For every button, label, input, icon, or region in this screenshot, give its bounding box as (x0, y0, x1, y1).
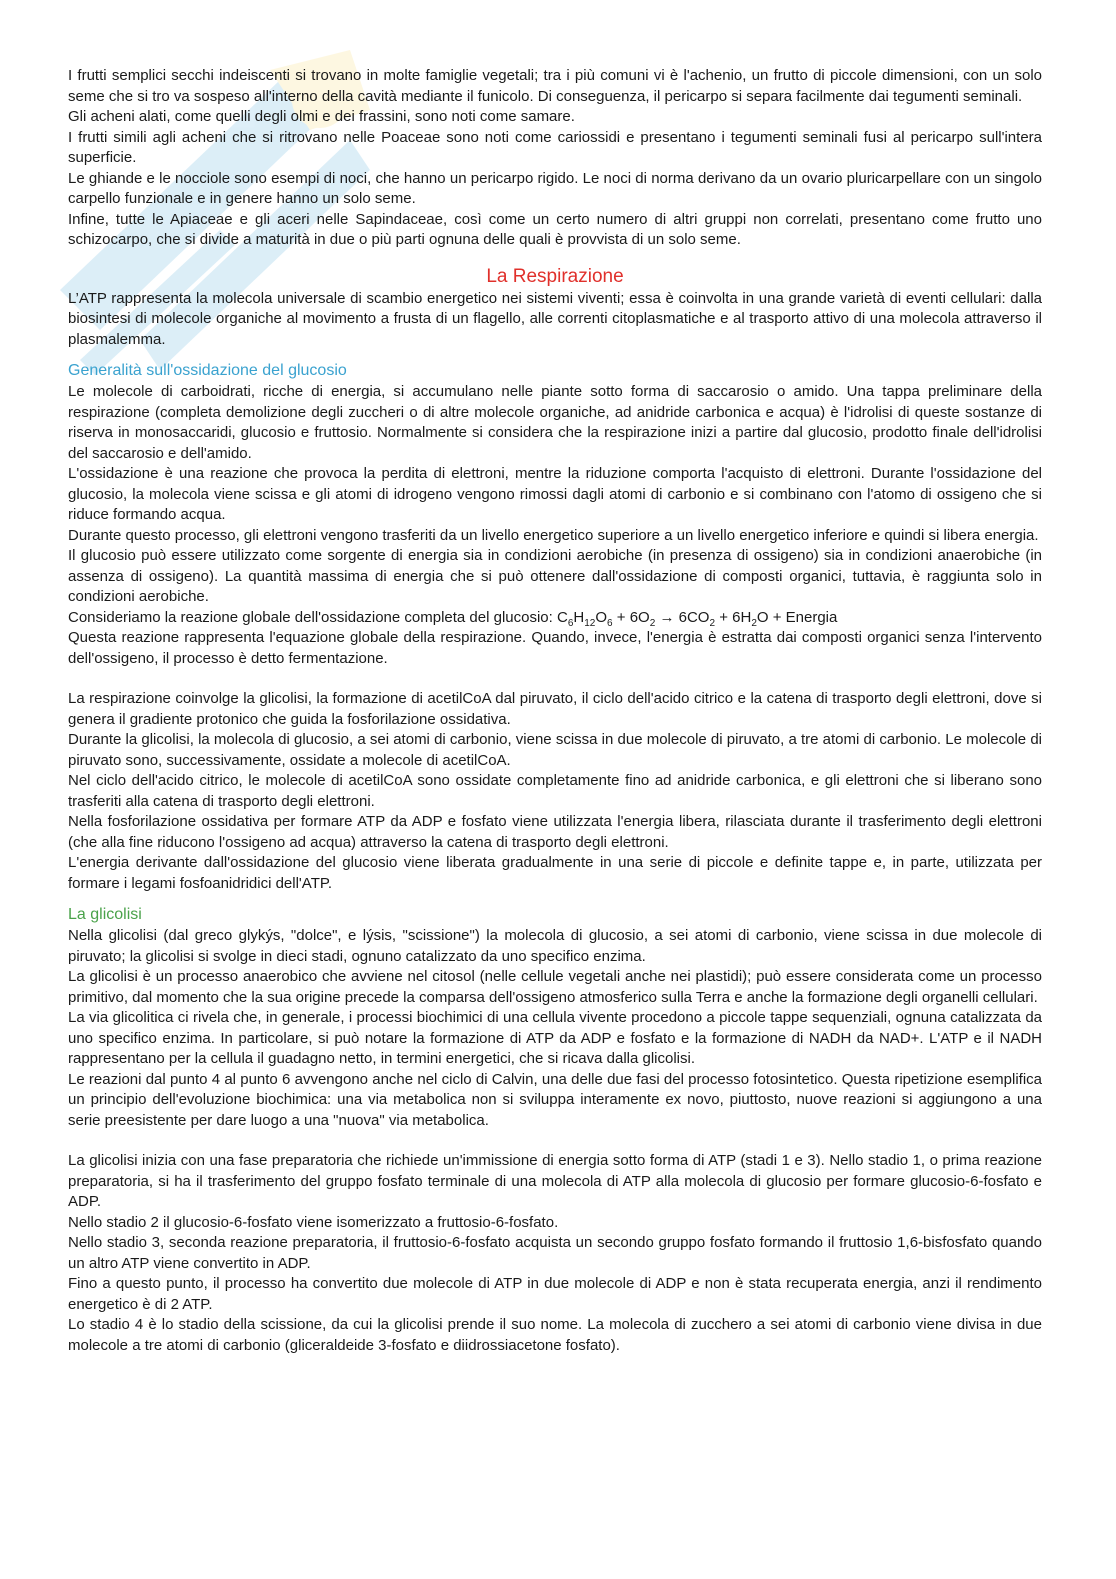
paragraph: La glicolisi è un processo anaerobico che avviene nel citosol (nelle cellule vegetali anche nei plastidi); può essere considerata come un processo primitivo, dal momento che la sua origine precede la comparsa dell'ossigeno atmosferico sulla Terra e anche la formazione degli organelli cellulari. (68, 968, 1042, 1006)
paragraph: Le reazioni dal punto 4 al punto 6 avvengono anche nel ciclo di Calvin, una delle due fasi del processo fotosintetico. Questa ripetizione esemplifica un principio dell'evoluzione biochimica: una via metabolica non si sviluppa interamente ex novo, piuttosto, nuove reazioni si aggiungono a una serie preesistente per dare luogo a una "nuova" via metabolica. (68, 1070, 1042, 1129)
paragraph: Nella fosforilazione ossidativa per formare ATP da ADP e fosfato viene utilizzata l'energia libera, rilasciata durante il trasferimento degli elettroni (che alla fine riducono l'ossigeno ad acqua) attraverso la catena di trasporto degli elettroni. (68, 813, 1042, 851)
paragraph: I frutti simili agli acheni che si ritrovano nelle Poaceae sono noti come cariossidi e presentano i tegumenti seminali fusi al pericarpo sull'intera superficie. (68, 128, 1042, 166)
paragraph: Le ghiande e le nocciole sono esempi di noci, che hanno un pericarpo rigido. Le noci di norma derivano da un ovario pluricarpellare con un singolo carpello funzionale e in genere hanno un solo seme. (68, 169, 1042, 207)
paragraph: L'ossidazione è una reazione che provoca la perdita di elettroni, mentre la riduzione comporta l'acquisto di elettroni. Durante l'ossidazione del glucosio, la molecola viene scissa e gli atomi di idrogeno vengono rimossi dagli atomi di carbonio e si combinano con l'atomo di ossigeno che si riduce formando acqua. (68, 465, 1042, 523)
paragraph: La glicolisi inizia con una fase preparatoria che richiede un'immissione di energia sotto forma di ATP (stadi 1 e 3). Nello stadio 1, o prima reazione preparatoria, si ha il trasferimento del gruppo fosfato terminale di una molecola di ATP alla molecola di glucosio per formare glucosio-6-fosfato e ADP. (68, 1152, 1042, 1210)
subsection-title-ossidazione: Generalità sull'ossidazione del glucosio (68, 362, 347, 379)
arrow-icon: → (655, 608, 679, 626)
paragraph: I frutti semplici secchi indeiscenti si trovano in molte famiglie vegetali; tra i più comuni vi è l'achenio, un frutto di piccole dimensioni, con un solo seme che si tro va sospeso all'interno della cavità mediante il funicolo. Di conseguenza, il pericarpo si separa facilmente dai tegumenti seminali. (68, 67, 1042, 105)
paragraph: Nello stadio 3, seconda reazione preparatoria, il fruttosio-6-fosfato acquista un secondo gruppo fosfato formando il fruttosio 1,6-bisfosfato quando un altro ATP viene convertito in ADP. (68, 1234, 1042, 1272)
document-page (68, 66, 1042, 1356)
paragraph: Lo stadio 4 è lo stadio della scissione, da cui la glicolisi prende il suo nome. La molecola di zucchero a sei atomi di carbonio viene divisa in due molecole a tre atomi di carbonio (gliceraldeide 3-fosfato e diidrossiacetone fosfato). (68, 1316, 1042, 1354)
paragraph: Durante la glicolisi, la molecola di glucosio, a sei atomi di carbonio, viene scissa in due molecole di piruvato, a tre atomi di carbonio. Le molecole di piruvato sono, successivamente, ossidate a molecole di acetilCoA. (68, 731, 1042, 769)
paragraph: Nello stadio 2 il glucosio-6-fosfato viene isomerizzato a fruttosio-6-fosfato. (68, 1213, 559, 1231)
paragraph: Gli acheni alati, come quelli degli olmi e dei frassini, sono noti come samare. (68, 108, 575, 125)
section-title-respirazione: La Respirazione (486, 265, 624, 287)
paragraph: Il glucosio può essere utilizzato come sorgente di energia sia in condizioni aerobiche (in presenza di ossigeno) sia in condizioni anaerobiche (in assenza di ossigeno). La quantità massima di energia che si può ottenere dall'ossidazione di composti organici, tuttavia, è raggiunta solo in condizioni aerobiche. (68, 547, 1042, 605)
paragraph: La via glicolitica ci rivela che, in generale, i processi biochimici di una cellula vivente procedono a piccole tappe sequenziali, ognuna catalizzata da uno specifico enzima. In particolare, si può notare la formazione di ATP da ADP e fosfato e la formazione di NADH da NAD+. L'ATP e il NADH rappresentano per la cellula il guadagno netto, in termini energetici, che si ricava dalla glicolisi. (68, 1009, 1042, 1067)
paragraph: L’ATP rappresenta la molecola universale di scambio energetico nei sistemi viventi; essa è coinvolta in una grande varietà di eventi cellulari: dalla biosintesi di molecole organiche al movimento a frusta di un flagello, alle correnti citoplasmatiche e al trasporto attivo di una molecola attraverso il plasmalemma. (68, 289, 1042, 348)
paragraph: Durante questo processo, gli elettroni vengono trasferiti da un livello energetico superiore a un livello energetico inferiore e quindi si libera energia. (68, 526, 1039, 544)
paragraph: Infine, tutte le Apiaceae e gli aceri nelle Sapindaceae, così come un certo numero di altri gruppi non correlati, presentano come frutto uno schizocarpo, che si divide a maturità in due o più parti ognuna delle quali è provvista di un solo seme. (68, 210, 1042, 248)
paragraph: Nella glicolisi (dal greco glykýs, "dolce", e lýsis, "scissione") la molecola di glucosio, a sei atomi di carbonio, viene scissa in due molecole di piruvato; la glicolisi si svolge in dieci stadi, ognuno catalizzato da uno specifico enzima. (68, 927, 1042, 965)
paragraph: L'energia derivante dall'ossidazione del glucosio viene liberata gradualmente in una serie di piccole e definite tappe e, in parte, utilizzata per formare i legami fosfoanidridici dell'ATP. (68, 854, 1042, 892)
paragraph: La respirazione coinvolge la glicolisi, la formazione di acetilCoA dal piruvato, il ciclo dell'acido citrico e la catena di trasporto degli elettroni, dove si genera il gradiente protonico che guida la fosforilazione ossidativa. (68, 690, 1042, 728)
glucose-equation: $C_6H_{12}O_6 + 6O_2 \to 6CO_2 + 6H_2O$ + Energia (557, 608, 838, 629)
equation-lead: Consideriamo la reazione globale dell'ossidazione completa del glucosio: (68, 608, 557, 626)
subsection-title-glicolisi: La glicolisi (68, 906, 142, 923)
paragraph: Nel ciclo dell'acido citrico, le molecole di acetilCoA sono ossidate completamente fino ad anidride carbonica, e gli elettroni che si liberano sono trasferiti alla catena di trasporto degli elettroni. (68, 772, 1042, 810)
paragraph: Questa reazione rappresenta l'equazione globale della respirazione. Quando, invece, l'energia è estratta dai composti organici senza l'intervento dell'ossigeno, il processo è detto fermentazione. (68, 629, 1042, 667)
paragraph: Fino a questo punto, il processo ha convertito due molecole di ATP in due molecole di ADP e non è stata recuperata energia, anzi il rendimento energetico è di 2 ATP. (68, 1275, 1042, 1313)
equation-line (68, 608, 1042, 629)
paragraph: Le molecole di carboidrati, ricche di energia, si accumulano nelle piante sotto forma di saccarosio o amido. Una tappa preliminare della respirazione (completa demolizione degli zuccheri o di altre molecole organiche, ad anidride carbonica e acqua) è l'idrolisi di queste sostanze di riserva in monosaccaridi, glucosio e fruttosio. Normalmente si considera che la respirazione inizi a partire dal glucosio, prodotto finale dell'idrolisi del saccarosio e dell'amido. (68, 383, 1042, 462)
